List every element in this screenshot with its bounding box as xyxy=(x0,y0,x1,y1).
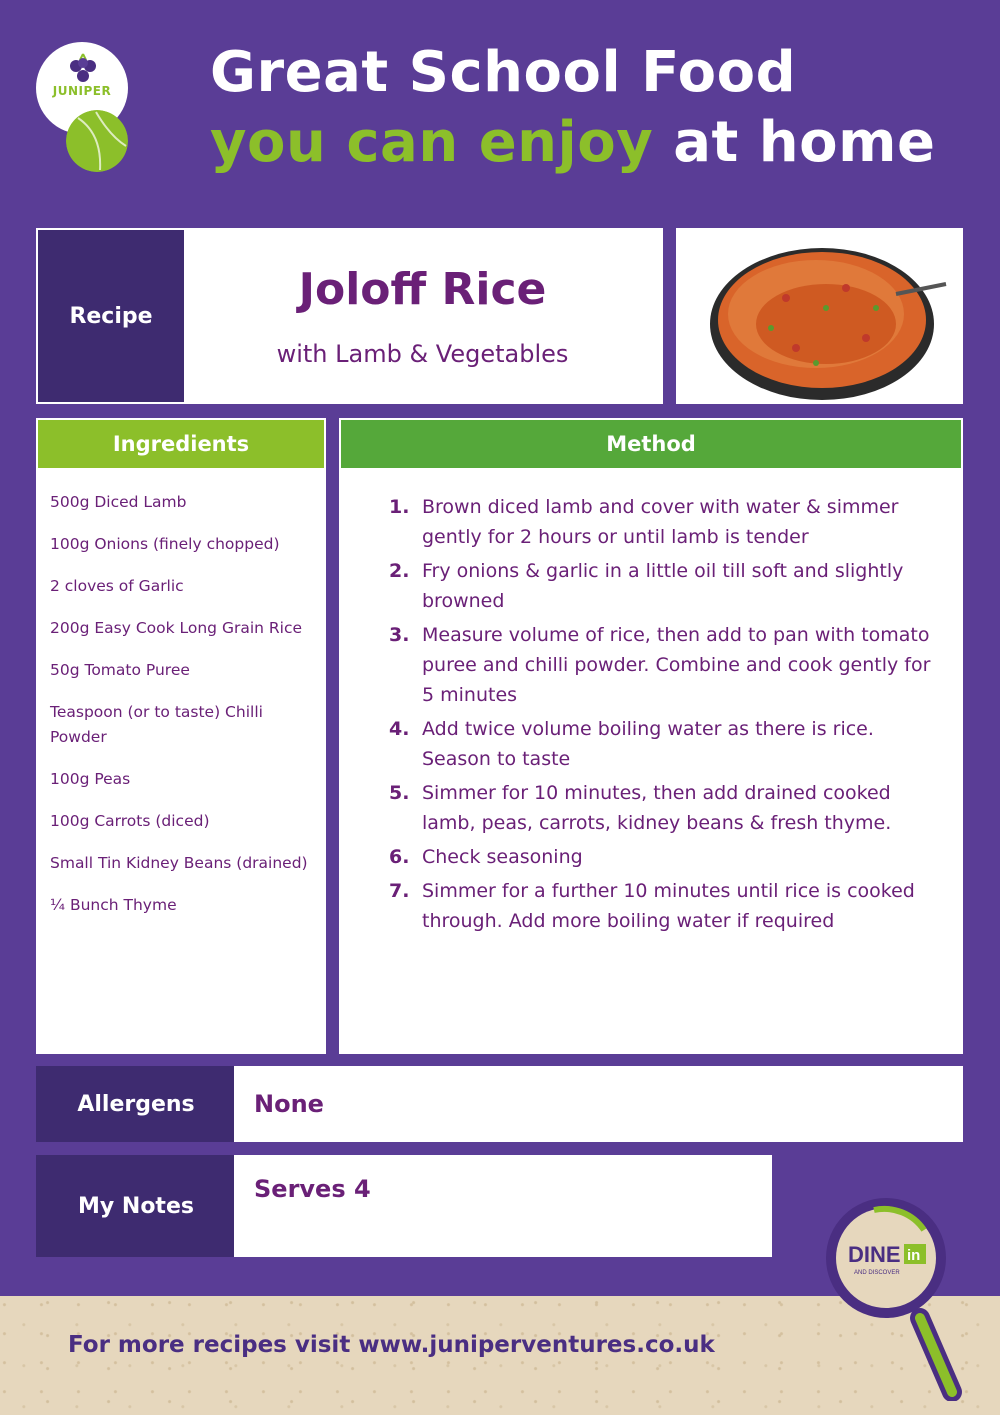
step-number: 2. xyxy=(389,560,410,582)
ingredients-panel xyxy=(36,418,326,1054)
joloff-rice-image xyxy=(676,228,963,404)
ingredient-item: Teaspoon (or to taste) Chilli Powder xyxy=(50,703,263,746)
recipe-name: Joloff Rice xyxy=(298,264,547,315)
step-text: Simmer for a further 10 minutes until rice is cooked through. Add more boiling water if required xyxy=(422,880,915,932)
method-step xyxy=(389,714,941,774)
ingredients-heading: Ingredients xyxy=(38,420,324,468)
page-subtitle xyxy=(210,110,935,175)
page-title: Great School Food xyxy=(210,40,797,105)
step-text: Brown diced lamb and cover with water & simmer gently for 2 hours or until lamb is tender xyxy=(422,496,899,548)
dine-in-magnifier-icon xyxy=(824,1196,974,1401)
ball-icon xyxy=(66,110,128,172)
step-number: 1. xyxy=(389,496,410,518)
step-text: Simmer for 10 minutes, then add drained cooked lamb, peas, carrots, kidney beans & fresh thyme. xyxy=(422,782,892,834)
method-step xyxy=(389,492,941,552)
method-step xyxy=(389,876,941,936)
ingredient-item: 500g Diced Lamb xyxy=(50,493,187,511)
logo-text: JUNIPER xyxy=(52,84,112,98)
recipe-label: Recipe xyxy=(38,230,184,402)
method-list xyxy=(341,468,961,936)
berries-icon xyxy=(66,52,100,84)
subtitle-white: at home xyxy=(653,110,936,175)
ingredient-item: Small Tin Kidney Beans (drained) xyxy=(50,854,308,872)
step-text: Check seasoning xyxy=(422,846,583,868)
step-number: 6. xyxy=(389,846,410,868)
ingredient-item: 100g Peas xyxy=(50,770,131,788)
notes-value: Serves 4 xyxy=(234,1155,772,1257)
footer-link-text[interactable]: For more recipes visit www.juniperventures.co.uk xyxy=(68,1332,715,1358)
allergens-label: Allergens xyxy=(36,1066,236,1142)
notes-label: My Notes xyxy=(36,1155,236,1257)
allergens-value: None xyxy=(234,1066,963,1142)
step-number: 7. xyxy=(389,880,410,902)
subtitle-green: you can enjoy xyxy=(210,110,654,175)
method-step xyxy=(389,620,941,710)
step-text: Measure volume of rice, then add to pan with tomato puree and chilli powder. Combine and cook gently for 5 minutes xyxy=(422,624,931,706)
ingredients-list xyxy=(38,468,324,918)
step-number: 5. xyxy=(389,782,410,804)
step-text: Add twice volume boiling water as there is rice. Season to taste xyxy=(422,718,874,770)
ingredient-item: 200g Easy Cook Long Grain Rice xyxy=(50,619,303,637)
ingredient-item: 100g Carrots (diced) xyxy=(50,812,210,830)
recipe-subtitle: with Lamb & Vegetables xyxy=(276,340,569,368)
ingredient-item: 100g Onions (finely chopped) xyxy=(50,535,280,553)
step-number: 4. xyxy=(389,718,410,740)
badge-dine-text: DINE xyxy=(848,1242,901,1267)
ingredient-item: 50g Tomato Puree xyxy=(50,661,190,679)
method-step xyxy=(389,778,941,838)
recipe-title-box xyxy=(36,228,663,404)
ingredient-item: 2 cloves of Garlic xyxy=(50,577,184,595)
method-panel xyxy=(339,418,963,1054)
step-number: 3. xyxy=(389,624,410,646)
step-text: Fry onions & garlic in a little oil till soft and slightly browned xyxy=(422,560,904,612)
badge-in-text: in xyxy=(907,1247,921,1264)
method-step xyxy=(389,556,941,616)
method-step xyxy=(389,842,941,872)
method-heading: Method xyxy=(341,420,961,468)
badge-tagline: AND DISCOVER xyxy=(854,1270,900,1276)
ingredient-item: ¼ Bunch Thyme xyxy=(50,896,177,914)
recipe-photo xyxy=(676,228,963,404)
